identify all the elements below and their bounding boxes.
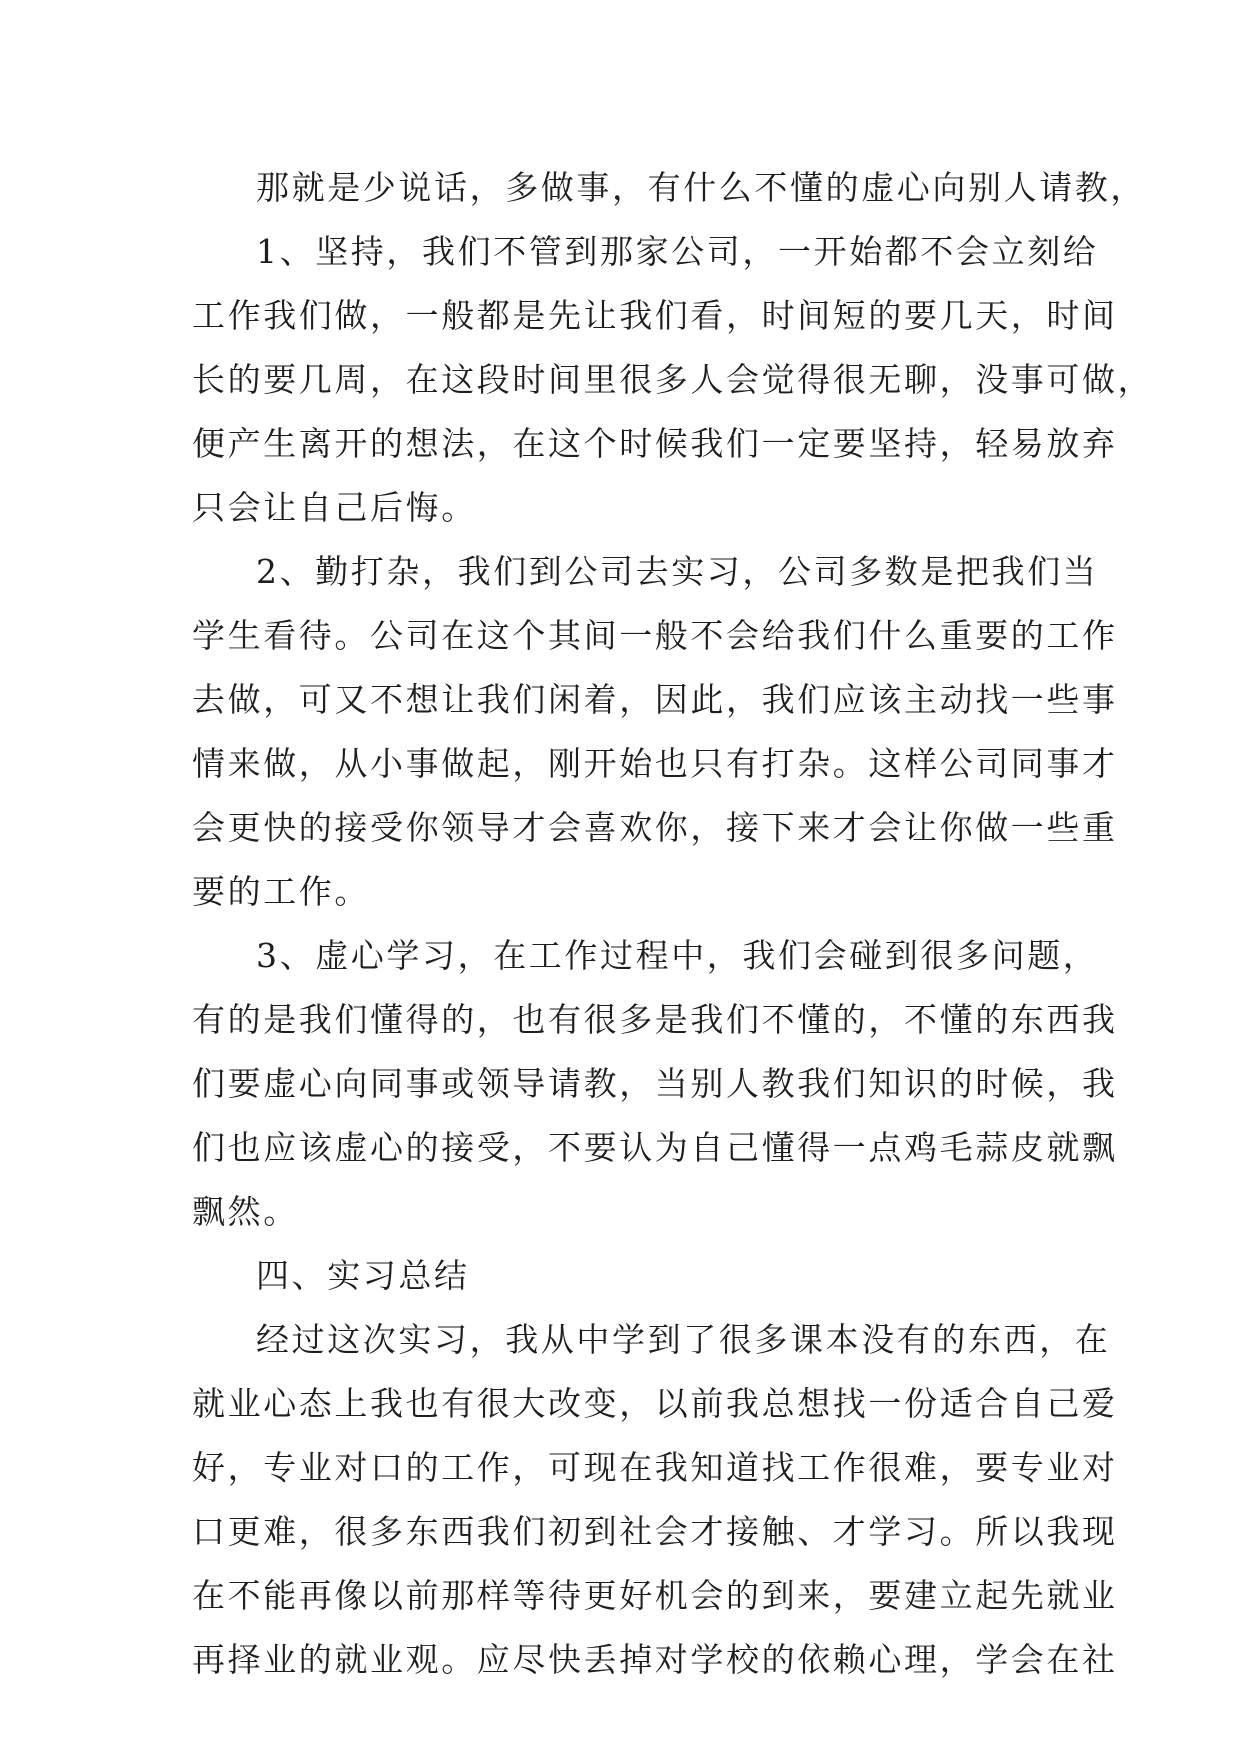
heading-text: 四、实习总结: [256, 1256, 470, 1295]
paragraph-3: [192, 540, 1118, 924]
text-line: 情来做，从小事做起，刚开始也只有打杂。这样公司同事才: [192, 744, 1118, 783]
text-line: 们也应该虚心的接受，不要认为自己懂得一点鸡毛蒜皮就飘: [192, 1128, 1118, 1167]
text-line: 们要虚心向同事或领导请教，当别人教我们知识的时候，我: [192, 1064, 1118, 1103]
text-line: 好，专业对口的工作，可现在我知道找工作很难，要专业对: [192, 1448, 1118, 1487]
text-line: 那就是少说话，多做事，有什么不懂的虚心向别人请教，: [256, 168, 1146, 207]
text-line: 只会让自己后悔。: [192, 488, 477, 527]
text-line: 飘然。: [192, 1192, 299, 1231]
text-line: 工作我们做，一般都是先让我们看，时间短的要几天，时间: [192, 296, 1118, 335]
text-line: 去做，可又不想让我们闲着，因此，我们应该主动找一些事: [192, 680, 1118, 719]
text-line: 再择业的就业观。应尽快丢掉对学校的依赖心理，学会在社: [192, 1640, 1118, 1679]
section-heading: [192, 1244, 1057, 1308]
text-line: 3、虚心学习，在工作过程中，我们会碰到很多问题，: [256, 936, 1099, 975]
text-line: 1、坚持，我们不管到那家公司，一开始都不会立刻给: [256, 232, 1099, 271]
text-line: 长的要几周，在这段时间里很多人会觉得很无聊，没事可做，: [192, 360, 1154, 399]
text-line: 有的是我们懂得的，也有很多是我们不懂的，不懂的东西我: [192, 1000, 1118, 1039]
text-line: 在不能再像以前那样等待更好机会的到来，要建立起先就业: [192, 1576, 1118, 1615]
text-line: 要的工作。: [192, 872, 370, 911]
paragraph-6: [192, 1308, 1118, 1692]
text-line: 就业心态上我也有很大改变，以前我总想找一份适合自己爱: [192, 1384, 1118, 1423]
text-line: 口更难，很多东西我们初到社会才接触、才学习。所以我现: [192, 1512, 1118, 1551]
document-body: [192, 156, 1154, 1692]
text-line: 便产生离开的想法，在这个时候我们一定要坚持，轻易放弃: [192, 424, 1118, 463]
text-line: 经过这次实习，我从中学到了很多课本没有的东西，在: [256, 1320, 1111, 1359]
paragraph-4: [192, 924, 1118, 1244]
text-line: 会更快的接受你领导才会喜欢你，接下来才会让你做一些重: [192, 808, 1118, 847]
text-line: 2、勤打杂，我们到公司去实习，公司多数是把我们当: [256, 552, 1099, 591]
paragraph-1: [192, 156, 1146, 220]
paragraph-2: [192, 220, 1154, 540]
text-line: 学生看待。公司在这个其间一般不会给我们什么重要的工作: [192, 616, 1118, 655]
